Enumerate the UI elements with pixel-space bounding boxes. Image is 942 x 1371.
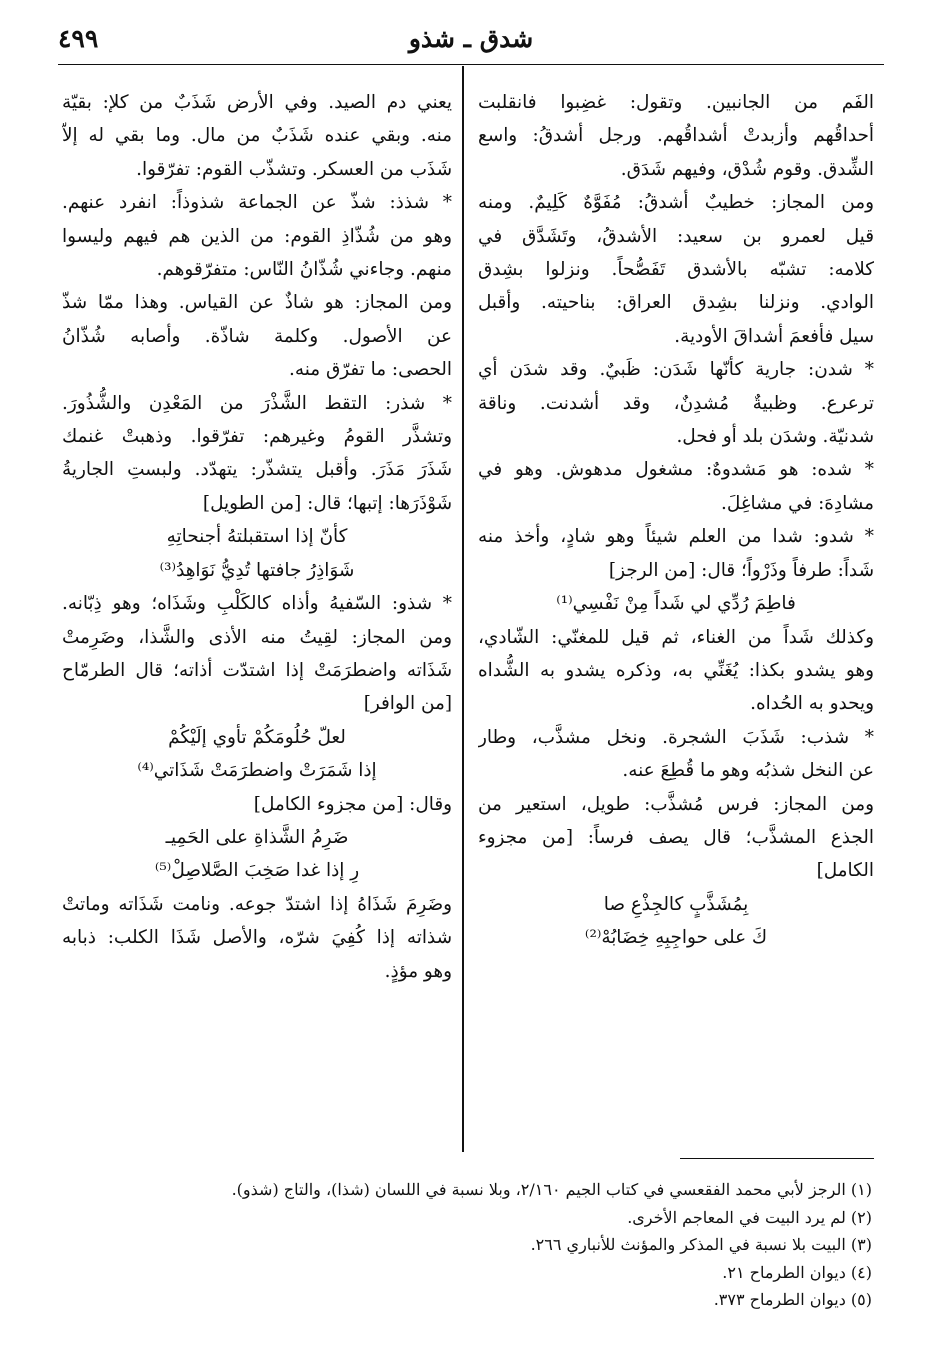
text-line: شَوْذَرَها: إتبها؛ قال: [من الطويل]	[202, 492, 452, 514]
footnote: (٣) البيت بلا نسبة في المذكر والمؤنث للأنباري ٢٦٦.	[530, 1235, 872, 1255]
text-line: شذاته إذا كُفِيَ شرّه، والأصل شَذَا الكلب: ذبابه	[62, 927, 452, 949]
text-line: ترعرع. وظبيةٌ مُشدِنٌ، وقد أشدنت. وناقة	[478, 392, 874, 414]
text-line: * شذو: السّفيهُ وأذاه كالكَلْبِ وشَذَاه؛ وهو ذِبّانه.	[62, 593, 452, 615]
footnote: (٢) لم يرد البيت في المعاجم الأخرى.	[627, 1207, 872, 1227]
text-line: ويحدو به الحُداه.	[750, 693, 874, 715]
verse-line: كَ على حواجِبِهِ خِضَابُهْ⁽²⁾	[584, 927, 768, 949]
text-line: الوادي. ونزلنا بشِدق العراق: بناحيته. وأقبل	[478, 292, 874, 314]
text-line: سيل فأفعمَ أشداقَ الأودية.	[674, 325, 874, 347]
footnote: (٥) ديوان الطرماح ٣٧٣.	[713, 1290, 872, 1310]
text-line: * شذذ: شذّ عن الجماعة شذوذاً: انفرد عنهم.	[62, 192, 452, 214]
text-line: * شدن: جارية كأنّها شَدَن: ظَبيٌ. وقد شدَن أي	[478, 359, 874, 381]
text-line: عن النخل شذبُه وهو ما قُطِعَ عنه.	[622, 760, 874, 782]
column-divider	[462, 66, 464, 1152]
text-line: مشادِهَ: في مشاغِلَ.	[721, 492, 874, 514]
text-line: عن الأصول. وكلمة شاذّة. وأصابه شُذّانُ	[62, 325, 452, 347]
text-line: الفَم من الجانبين. وتقول: غضِبوا فانقلبت	[478, 92, 874, 113]
text-line: وضَرِمَ شَذَاهُ إذا اشتدّ جوعه. ونامت شَذَاته وماتتْ	[62, 893, 452, 915]
page-header	[58, 18, 884, 65]
text-line: وكذلك شَداً من الغناء، ثم قيل للمغنّي: الشّادي،	[478, 626, 874, 648]
left-column	[62, 86, 452, 988]
text-line: * شذر: التقط الشَّذْرَ من المَعْدِن والشُّذُورَ.	[62, 392, 452, 414]
verse-line: شَوَاذِرُ جافتها تُدِيُّ نَوَاهِدُ⁽³⁾	[159, 559, 355, 581]
text-line: ومن المجاز: هو شاذٌ عن القياس. وهذا ممّا شذّ	[62, 292, 452, 314]
text-line: شدنيّة. وشدَن بلد أو فحل.	[676, 426, 874, 448]
text-line: ومن المجاز: خطيبٌ أشدقُ: مُفَوَّهٌ كَلِيمٌ. ومنه	[478, 192, 874, 214]
text-line: [من الوافر]	[363, 693, 452, 715]
text-line: وهو يشدو بكذا: يُغَنِّي به، وذكره يشدو به الشُّداه	[478, 659, 874, 681]
text-line: شَذَب من العسكر. وتشذّب القوم: تفرّقوا.	[136, 158, 452, 180]
text-line: الجذع المشذَّب؛ قال يصف فرساً: [من مجزوء	[478, 826, 874, 848]
footnote: (٤) ديوان الطرماح ٢١.	[722, 1262, 872, 1282]
text-line: شَذَرَ مَذَرَ. وأقبل يتشذّر: يتهدّد. ولبستِ الجاريةُ	[62, 459, 452, 481]
text-line: ومن المجاز: لقِيتُ منه الأذى والشَّذا، وضَرِمتْ	[62, 626, 452, 648]
page-title: شدق ـ شذو	[408, 24, 534, 53]
text-line: شَداً: طرفاً وذَرْواً؛ قال: [من الرجز]	[608, 559, 874, 581]
verse-line: فاطِمَ رُدِّي لي شَداً مِنْ نَفْسِي⁽¹⁾	[556, 593, 796, 615]
text-line: ومن المجاز: فرس مُشذَّب: طويل، استعير من	[478, 793, 874, 815]
verse-line: بِمُشَذَّبٍ كالجِذْعِ صا	[603, 893, 749, 915]
verse-line: كأنّ إذا استقبلتهُ أجنحاتِهِ	[166, 526, 348, 548]
footnotes	[72, 1176, 872, 1314]
verse-line: ضَرِمُ الشَّذاةِ على الحَمِيـ	[165, 826, 349, 848]
text-line: * شده: هو مَشدوهٌ: مشغول مدهوش. وهو في	[478, 459, 874, 481]
text-line: وقال: [من مجزوء الكامل]	[253, 793, 452, 815]
text-line: منهم. وجاءني شُذّانُ النّاس: متفرّقوهم.	[156, 259, 452, 281]
page-number: ٤٩٩	[58, 24, 99, 53]
right-column	[478, 86, 874, 955]
verse-line: لعلّ حُلُومَكُمْ تأوي إلَيْكُمْ	[168, 726, 346, 748]
text-line: وتشذَّر القومُ وغيرهم: تفرّقوا. وذهبتْ غنمك	[62, 426, 452, 448]
text-line: شَذَاته واضطرَمَتْ إذا اشتدّت أذاته؛ قال الطرمّاح	[62, 659, 452, 681]
text-line: * شذب: شَذَبَ الشجرة. ونخل مشذَّب، وطار	[478, 726, 874, 748]
footnote: (١) الرجز لأبي محمد الفقعسي في كتاب الجيم ٢/١٦٠، وبلا نسبة في اللسان (شذا)، والتاج (شذو).	[231, 1180, 872, 1199]
text-line: * شدو: شدا من العلم شيئاً وهو شادٍ، وأخذ منه	[478, 526, 874, 548]
text-line: وهو مؤذٍ.	[384, 960, 452, 982]
text-line: منه. وبقي عنده شَذَبٌ من مال. وما بقي له إلاّ	[62, 125, 452, 147]
text-line: الشِّدق. وقوم شُدْق، وفيهم شَدَق.	[620, 158, 874, 180]
text-line: أحداقُهم وأزبدتْ أشداقُهم. ورجل أشدقُ: واسع	[478, 125, 874, 147]
text-line: الكامل]	[816, 860, 874, 882]
text-line: كلامه: تشبّه بالأشدق تَفَصُّحاً. ونزلوا بشِدق	[478, 259, 874, 281]
text-line: الحصى: ما تفرّق منه.	[289, 359, 452, 381]
footnote-rule	[680, 1158, 874, 1159]
text-line: يعني دم الصيد. وفي الأرض شَذَبٌ من كلإ: بقيّة	[62, 92, 452, 113]
text-line: وهو من شُذّاذِ القوم: من الذين هم فيهم وليسوا	[62, 225, 452, 247]
verse-line: إذا شَمَرَتْ واضطرَمَتْ شَذَاتي⁽⁴⁾	[137, 760, 377, 782]
text-line: قيل لعمرو بن سعيد: الأشدقُ، وتَشَدَّق في	[478, 225, 874, 247]
verse-line: رِ إذا غدا صَخِبَ الصَّلاصِلْ⁽⁵⁾	[154, 860, 360, 882]
